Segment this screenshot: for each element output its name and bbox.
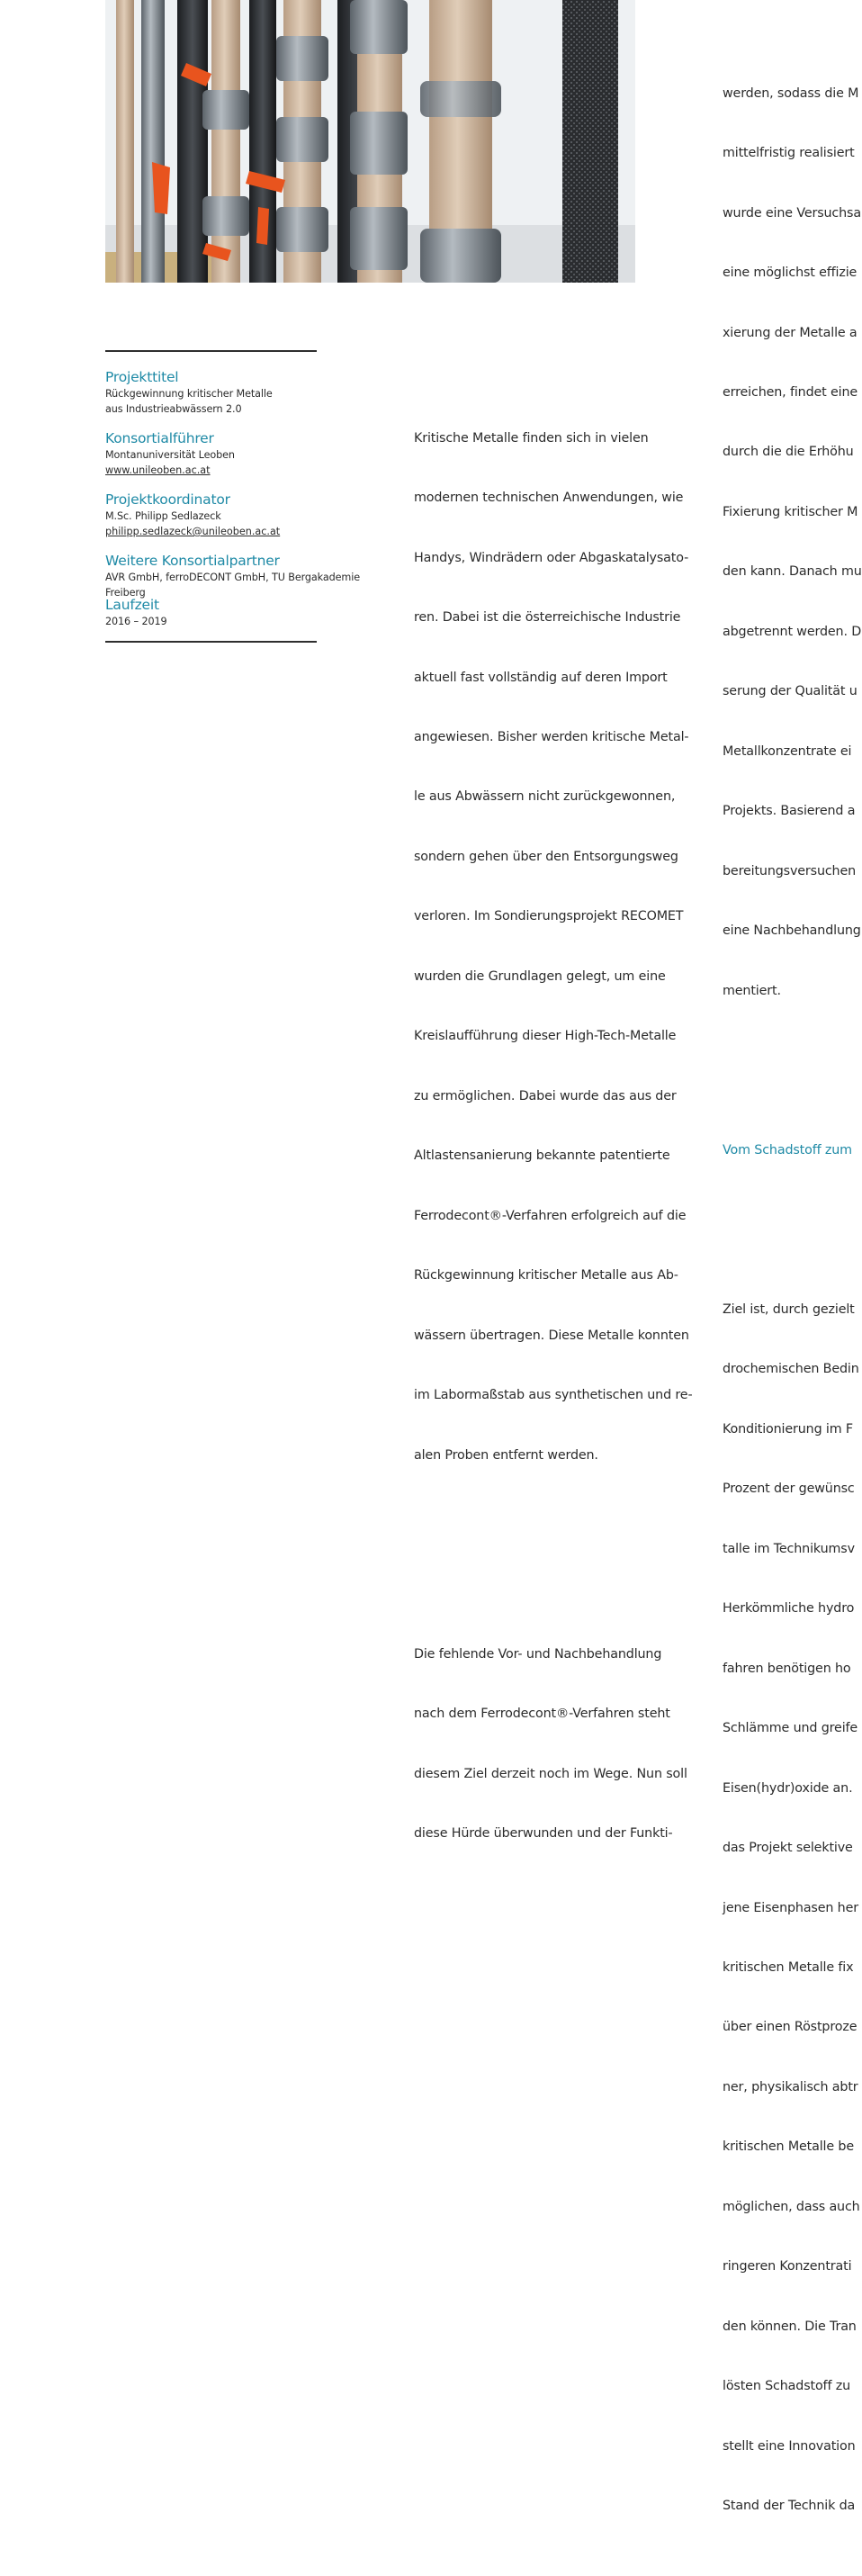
partners-list: AVR GmbH, ferroDECONT GmbH, TU Bergakademie Freiberg	[105, 572, 360, 599]
duration-heading: Laufzeit	[105, 597, 159, 613]
text-line: eine möglichst effizie	[723, 266, 858, 281]
text-line: bereitungsversuchen	[723, 863, 857, 878]
middle-paragraph-1	[414, 388, 692, 1505]
text-line: Kritische Metalle finden sich in vielen	[414, 430, 649, 446]
text-line: ren. Dabei ist die österreichische Industrie	[414, 610, 681, 626]
coordinator-heading: Projektkoordinator	[105, 491, 230, 508]
text-line: lösten Schadstoff zu	[723, 2379, 850, 2394]
text-line: Metallkonzentrate ei	[723, 743, 852, 759]
pipes-illustration	[105, 0, 635, 283]
text-line: angewiesen. Bisher werden kritische Metal-	[414, 729, 689, 744]
text-line: im Labormaßstab aus synthetischen und re-	[414, 1388, 693, 1403]
text-line: fahren benötigen ho	[723, 1661, 851, 1676]
text-line: drochemischen Bedin	[723, 1362, 859, 1377]
text-line: Konditionierung im F	[723, 1421, 853, 1437]
consortium-lead-link[interactable]: www.unileoben.ac.at	[105, 464, 211, 476]
text-line: mittelfristig realisiert	[723, 146, 855, 161]
project-title-line: Rückgewinnung kritischer Metalle	[105, 388, 273, 400]
text-line: diesem Ziel derzeit noch im Wege. Nun soll	[414, 1766, 687, 1781]
consortium-lead-heading: Konsortialführer	[105, 430, 214, 446]
text-line: den kann. Danach mu	[723, 564, 862, 580]
text-line: Ferrodecont®-Verfahren erfolgreich auf die	[414, 1208, 687, 1223]
coordinator-email-link[interactable]: philipp.sedlazeck@unileoben.ac.at	[105, 526, 281, 537]
text-line: diese Hürde überwunden und der Funkti-	[414, 1826, 673, 1842]
text-line: möglichen, dass auch	[723, 2199, 860, 2214]
consortium-lead-block	[105, 429, 402, 478]
text-line: modernen technischen Anwendungen, wie	[414, 491, 684, 506]
right-paragraph-2	[723, 1260, 859, 2556]
text-line: durch die die Erhöhu	[723, 445, 854, 460]
text-line: Eisen(hydr)oxide an.	[723, 1780, 853, 1796]
text-line: das Projekt selektive	[723, 1841, 853, 1856]
consortium-lead-name: Montanuniversität Leoben	[105, 449, 235, 461]
text-line: werden, sodass die M	[723, 86, 859, 101]
text-line: Projekts. Basierend a	[723, 804, 856, 819]
text-line: Kreislaufführung dieser High-Tech-Metalle	[414, 1029, 677, 1044]
text-line: alen Proben entfernt werden.	[414, 1447, 598, 1463]
right-column	[723, 4, 862, 2576]
right-paragraph-1	[723, 43, 862, 1040]
text-line: erreichen, findet eine	[723, 384, 858, 400]
text-line: Prozent der gewünsc	[723, 1482, 855, 1497]
pilot-plant-photo	[105, 0, 635, 283]
text-line: sondern gehen über den Entsorgungsweg	[414, 849, 678, 864]
text-line: mentiert.	[723, 983, 781, 998]
text-line: über einen Röstproze	[723, 2020, 858, 2035]
text-line: nach dem Ferrodecont®-Verfahren steht	[414, 1707, 670, 1722]
text-line: ner, physikalisch abtr	[723, 2079, 858, 2094]
text-line: wurden die Grundlagen gelegt, um eine	[414, 968, 666, 984]
text-line: ringeren Konzentrati	[723, 2259, 852, 2274]
text-line: jene Eisenphasen her	[723, 1900, 858, 1915]
duration-value: 2016 – 2019	[105, 616, 167, 627]
text-line: Schlämme und greife	[723, 1721, 858, 1736]
section-heading: Vom Schadstoff zum	[723, 1142, 852, 1157]
text-line: le aus Abwässern nicht zurückgewonnen,	[414, 789, 676, 805]
text-line: Ziel ist, durch gezielt	[723, 1302, 855, 1317]
text-line: verloren. Im Sondierungsprojekt RECOMET	[414, 909, 684, 924]
text-line: Die fehlende Vor- und Nachbehandlung	[414, 1647, 662, 1662]
partners-block	[105, 552, 402, 600]
text-line: wurde eine Versuchsa	[723, 205, 861, 221]
meta-bottom-rule	[105, 641, 317, 643]
text-line: Stand der Technik da	[723, 2499, 856, 2514]
coordinator-name: M.Sc. Philipp Sedlazeck	[105, 510, 221, 522]
text-line: talle im Technikumsv	[723, 1541, 855, 1556]
project-title-heading: Projekttitel	[105, 369, 179, 385]
duration-block	[105, 596, 402, 629]
text-line: kritischen Metalle fix	[723, 1960, 854, 1975]
text-line: Altlastensanierung bekannte patentierte	[414, 1148, 670, 1164]
coordinator-block	[105, 491, 402, 539]
text-line: xierung der Metalle a	[723, 325, 858, 340]
text-line: eine Nachbehandlung	[723, 923, 861, 939]
text-line: Handys, Windrädern oder Abgaskatalysato-	[414, 550, 689, 565]
middle-column	[414, 348, 692, 1904]
text-line: serung der Qualität u	[723, 684, 858, 699]
middle-paragraph-2	[414, 1605, 692, 1884]
meta-top-rule	[105, 350, 317, 352]
text-line: stellt eine Innovation	[723, 2438, 856, 2454]
text-line: zu ermöglichen. Dabei wurde das aus der	[414, 1088, 677, 1103]
partners-heading: Weitere Konsortialpartner	[105, 553, 280, 569]
text-line: abgetrennt werden. D	[723, 624, 862, 639]
project-title-block	[105, 368, 402, 417]
project-title-line: aus Industrieabwässern 2.0	[105, 403, 242, 415]
text-line: Rückgewinnung kritischer Metalle aus Ab-	[414, 1268, 678, 1283]
text-line: wässern übertragen. Diese Metalle konnten	[414, 1328, 689, 1343]
text-line: kritischen Metalle be	[723, 2139, 854, 2155]
text-line: den können. Die Tran	[723, 2319, 857, 2334]
text-line: Herkömmliche hydro	[723, 1601, 855, 1617]
text-line: Fixierung kritischer M	[723, 504, 858, 519]
text-line: aktuell fast vollständig auf deren Import	[414, 670, 668, 685]
